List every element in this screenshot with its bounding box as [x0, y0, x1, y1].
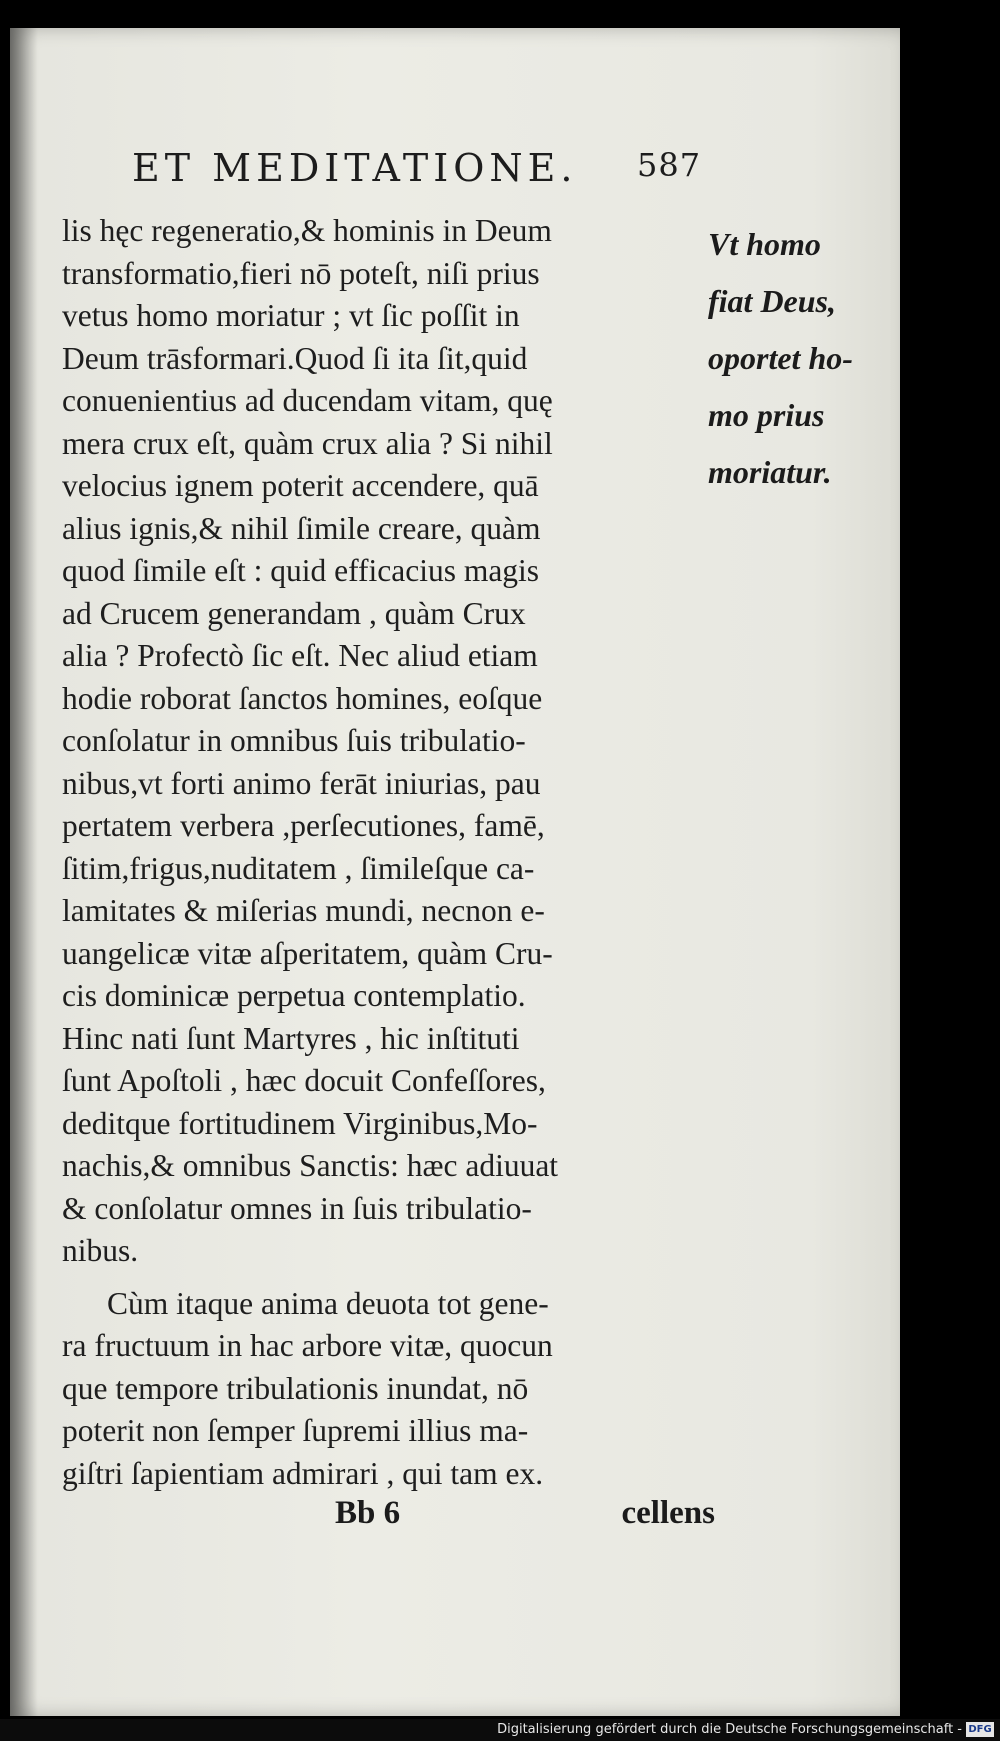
text-line: nachis,& omnibus Sanctis: hæc adiuuat	[62, 1148, 559, 1183]
text-line: conſolatur in omnibus ſuis tribulatio-	[62, 723, 526, 758]
text-line: conuenientius ad ducendam vitam, quę	[62, 383, 553, 418]
text-line: velocius ignem poterit accendere, quā	[62, 468, 539, 503]
page-number: 587	[637, 146, 702, 184]
text-line: lamitates & miſerias mundi, necnon e-	[62, 893, 545, 928]
text-line: ſunt Apoſtoli , hæc docuit Confeſſores,	[62, 1063, 546, 1098]
text-line: transformatio,fieri nō poteſt, niſi prius	[62, 255, 540, 291]
text-line: vetus homo moriatur ; vt ſic poſſit in	[62, 298, 520, 333]
text-line: Deum trāsformari.Quod ſi ita ſit,quid	[62, 340, 528, 376]
signature-mark: Bb 6	[335, 1495, 401, 1531]
margin-note-line: Vt homo	[708, 226, 821, 262]
footer-credit: Digitalisierung gefördert durch die Deutsche Forschungsgemeinschaft -	[497, 1722, 962, 1737]
running-head-title: ET MEDITATIONE.	[132, 146, 578, 190]
catchword: cellens	[621, 1495, 715, 1531]
body-text	[62, 210, 702, 1495]
text-line: alia ? Profectò ſic eſt. Nec aliud etiam	[62, 638, 538, 673]
text-line: Cùm itaque anima deuota tot gene-	[107, 1285, 549, 1321]
text-line: hodie roborat ſanctos homines, eoſque	[62, 680, 543, 716]
signature-line	[335, 1495, 715, 1545]
text-line: ſitim,frigus,nuditatem , ſimileſque ca-	[62, 850, 535, 886]
text-line: que tempore tribulationis inundat, nō	[62, 1370, 529, 1406]
margin-note-line: oportet ho-	[708, 340, 853, 376]
margin-note	[708, 216, 888, 501]
text-line: giſtri ſapientiam admirari , qui tam ex.	[62, 1455, 544, 1491]
paragraph-gap	[62, 1273, 702, 1283]
text-line: nibus.	[62, 1233, 139, 1268]
text-line: mera crux eſt, quàm crux alia ? Si nihil	[62, 425, 553, 461]
text-line: alius ignis,& nihil ſimile creare, quàm	[62, 510, 541, 546]
book-page	[10, 28, 900, 1716]
running-head	[132, 146, 712, 198]
text-line: ra fructuum in hac arbore vitæ, quocun	[62, 1328, 553, 1363]
text-line: quod ſimile eſt : quid efficacius magis	[62, 553, 540, 588]
page-gutter-shadow	[10, 28, 38, 1716]
text-line: nibus,vt forti animo ferāt iniurias, pau	[62, 765, 541, 801]
text-line: ad Crucem generandam , quàm Crux	[62, 595, 526, 631]
text-line: & conſolatur omnes in ſuis tribulatio-	[62, 1190, 532, 1226]
text-line: deditque fortitudinem Virginibus,Mo-	[62, 1105, 538, 1141]
dfg-logo: DFG	[966, 1722, 994, 1737]
text-line: uangelicæ vitæ aſperitatem, quàm Cru-	[62, 935, 553, 971]
text-line: cis dominicæ perpetua contemplatio.	[62, 978, 526, 1013]
margin-note-line: fiat Deus,	[708, 283, 836, 319]
margin-note-line: mo prius	[708, 397, 825, 433]
text-line: lis hęc regeneratio,& hominis in Deum	[62, 213, 552, 248]
text-line: pertatem verbera ,perſecutiones, famē,	[62, 808, 545, 843]
text-line: poterit non ſemper ſupremi illius ma-	[62, 1413, 529, 1448]
margin-note-line: moriatur.	[708, 454, 832, 490]
footer-bar	[0, 1719, 1000, 1741]
text-line: Hinc nati ſunt Martyres , hic inſtituti	[62, 1020, 520, 1056]
